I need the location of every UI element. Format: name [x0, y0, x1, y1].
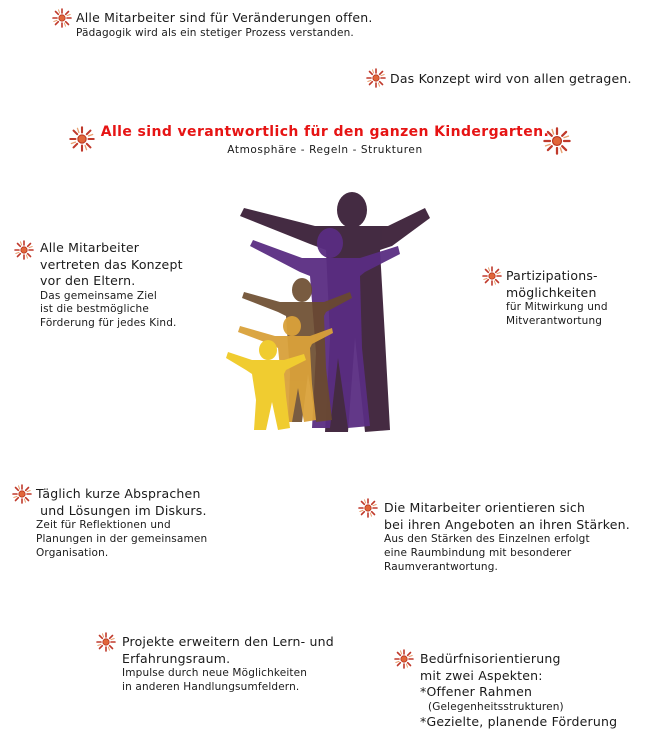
- left-mid-line: Alle Mitarbeiter: [40, 240, 140, 255]
- sun-icon: [52, 8, 72, 28]
- sun-icon: [482, 266, 502, 286]
- left-low-line: Organisation.: [36, 546, 109, 559]
- sun-icon: [96, 632, 116, 652]
- header-left-text: [76, 10, 373, 40]
- sun-icon: [14, 240, 34, 260]
- sun-icon: [12, 484, 32, 504]
- header-right-line1: Das Konzept wird von allen getragen.: [390, 71, 632, 86]
- left-mid-line: Das gemeinsame Ziel: [40, 289, 157, 302]
- left-low-line: und Lösungen im Diskurs.: [36, 502, 207, 518]
- sun-icon: [366, 68, 386, 88]
- header-left-line1: Alle Mitarbeiter sind für Veränderungen offen.: [76, 10, 373, 25]
- left-low-line: Täglich kurze Absprachen: [36, 486, 201, 501]
- page-subtitle: Atmosphäre - Regeln - Strukturen: [227, 144, 423, 156]
- right-mid-line: Partizipations-: [506, 268, 598, 283]
- right-low-line: eine Raumbindung mit besonderer: [384, 546, 572, 559]
- sun-icon: [358, 498, 378, 518]
- right-low-line: Raumverantwortung.: [384, 560, 499, 573]
- people-figures-illustration: [220, 188, 430, 436]
- bottom-right-line: (Gelegenheitsstrukturen): [428, 700, 564, 713]
- left-mid-line: Förderung für jedes Kind.: [40, 317, 177, 330]
- left-low-line: Zeit für Reflektionen und: [36, 519, 171, 531]
- right-mid-line: Mitverantwortung: [506, 314, 603, 327]
- right-mid-text: [506, 268, 608, 329]
- right-low-line: Aus den Stärken des Einzelnen erfolgt: [384, 533, 590, 545]
- left-mid-line: vertreten das Konzept: [40, 256, 183, 272]
- right-mid-line: möglichkeiten: [506, 284, 597, 300]
- right-low-line: bei ihren Angeboten an ihren Stärken.: [384, 516, 630, 532]
- right-low-text: [384, 500, 630, 575]
- left-low-text: [36, 486, 207, 561]
- bottom-left-line: Erfahrungsraum.: [122, 650, 231, 666]
- right-mid-line: für Mitwirkung und: [506, 301, 608, 313]
- page-title: Alle sind verantwortlich für den ganzen Kindergarten.: [100, 124, 550, 140]
- bottom-right-line: mit zwei Aspekten:: [420, 667, 543, 683]
- bottom-left-line: Projekte erweitern den Lern- und: [122, 634, 334, 649]
- bottom-left-text: [122, 634, 334, 695]
- header-left-line2: Pädagogik wird als ein stetiger Prozess verstanden.: [76, 26, 354, 39]
- bottom-right-text: [420, 651, 617, 731]
- title-block: [0, 124, 650, 156]
- right-low-line: Die Mitarbeiter orientieren sich: [384, 500, 586, 515]
- left-mid-line: vor den Eltern.: [40, 273, 136, 288]
- header-right-text: [390, 71, 632, 88]
- bottom-left-line: in anderen Handlungsumfeldern.: [122, 680, 300, 693]
- bottom-left-line: Impulse durch neue Möglichkeiten: [122, 667, 308, 679]
- left-mid-text: [40, 240, 183, 331]
- bottom-right-line: *Gezielte, planende Förderung: [420, 714, 618, 730]
- left-low-line: Planungen in der gemeinsamen: [36, 532, 208, 545]
- bottom-right-line: *Offener Rahmen: [420, 684, 533, 699]
- bottom-right-line: Bedürfnisorientierung: [420, 651, 561, 666]
- left-mid-line: ist die bestmögliche: [40, 303, 149, 316]
- sun-icon: [394, 649, 414, 669]
